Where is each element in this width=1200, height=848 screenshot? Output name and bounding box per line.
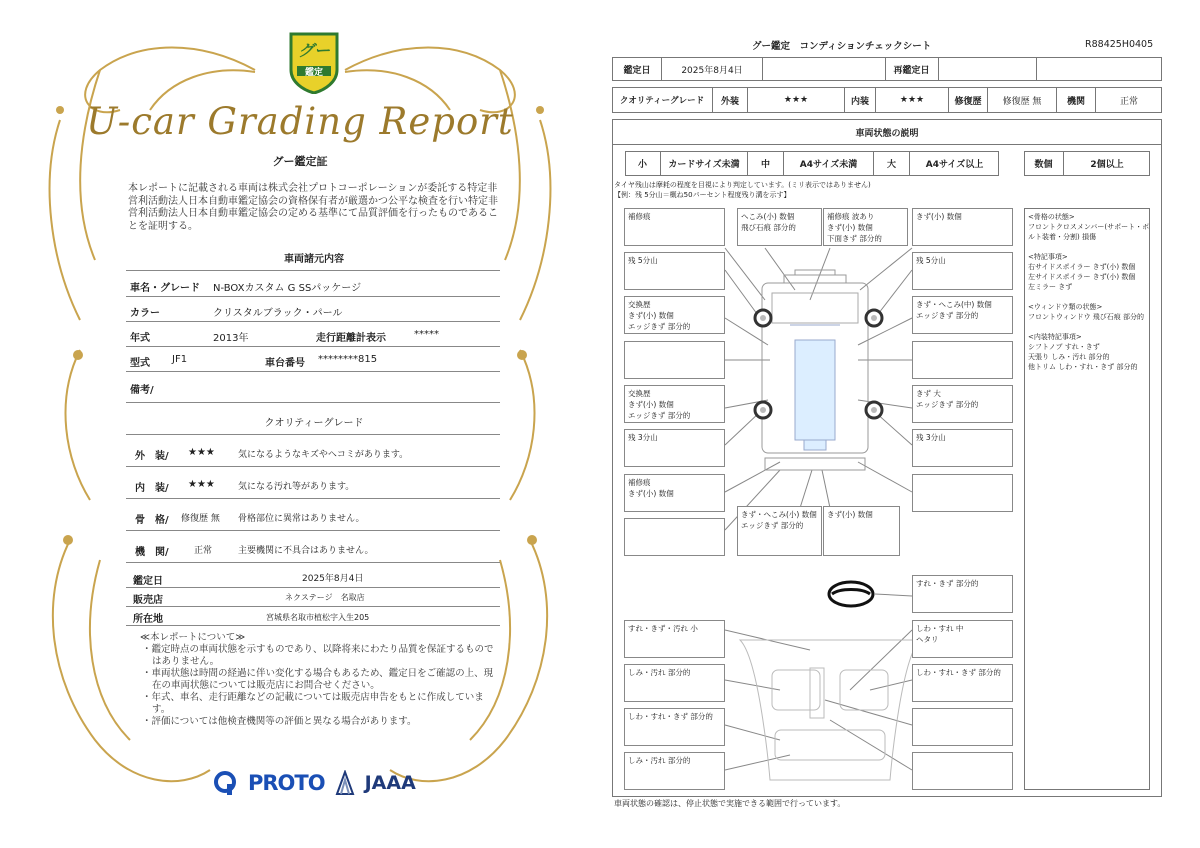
tire-box-rear-right: 残 3分山	[912, 429, 1013, 467]
condition-box-interior-front: すれ・きず・汚れ 小	[624, 620, 725, 658]
interior-label: 内装	[844, 87, 876, 113]
condition-check-sheet	[600, 0, 1200, 848]
certificate-title: グー鑑定証	[272, 155, 328, 168]
certificate-body: 本レポートに記載される車両は株式会社プロトコーポレーションが委託する特定非営利活動法人日本自動車鑑定協会の資格保有者が厳選かつ公平な検査を行い特定非営利活動法人日本自動車鑑定協会の定める基準にて品質評価を行ったものであることを証明する。	[128, 183, 498, 232]
interior-stars: ★★★	[188, 479, 215, 490]
engine-value: 正常	[194, 546, 213, 556]
exterior-label: 外 装/	[135, 451, 169, 462]
condition-box-rear-seat: しわ・すれ・きず 部分的	[624, 708, 725, 746]
remarks-label: 備考/	[130, 385, 154, 396]
condition-box-front-left: へこみ(小) 数個 飛び石痕 部分的	[737, 208, 822, 246]
shop-label: 販売店	[133, 595, 163, 606]
report-number: R88425H0405	[1085, 39, 1154, 50]
frame-text: 骨格部位に異常はありません。	[238, 514, 365, 524]
shop-value: ネクステージ 名取店	[285, 593, 365, 602]
vehicle-state-title: 車両状態の説明	[855, 128, 919, 139]
address-label: 所在地	[133, 614, 163, 625]
chassis-label: 車台番号	[265, 358, 305, 369]
appraisal-date-value: 2025年8月4日	[302, 574, 364, 584]
logo-area	[214, 770, 416, 796]
condition-box-interior-rear-right	[912, 752, 1013, 790]
frame-label: 骨 格/	[135, 515, 169, 526]
note-item: ・車両状態は時間の経過に伴い変化する場合もあるため、鑑定日をご確認の上、現在の車両状態については販売店にお問合せください。	[142, 668, 494, 691]
condition-box-left-front-door: 交換歴 きず(小) 数個 エッジきず 部分的	[624, 296, 725, 334]
condition-box-front-right: きず(小) 数個	[912, 208, 1013, 246]
badge-line1: グー	[297, 41, 330, 60]
condition-box-rear-left-lower	[624, 518, 725, 556]
condition-box-rear-door: きず・へこみ(小) 数個 エッジきず 部分的	[737, 506, 822, 556]
mileage-label: 走行距離計表示	[316, 333, 386, 344]
color-value: クリスタルブラック・パール	[213, 308, 343, 319]
condition-box-passenger-seat: しみ・汚れ 部分的	[624, 664, 725, 702]
condition-box-rear-bumper: きず(小) 数個	[823, 506, 900, 556]
date-value: 2025年8月4日	[681, 65, 743, 76]
size-small: 小	[625, 151, 661, 176]
proto-logo-icon	[214, 770, 238, 796]
engine-label: 機関	[1056, 87, 1096, 113]
exterior-stars: ★★★	[188, 447, 215, 458]
divider	[126, 296, 500, 297]
condition-box-interior-right	[912, 708, 1013, 746]
address-value: 宮城県名取市植松字入生205	[266, 613, 370, 622]
steering-wheel-icon	[829, 582, 873, 606]
report-notes	[140, 632, 495, 728]
note-item: ・年式、車名、走行距離などの記載については販売店申告をもとに作成しています。	[142, 692, 484, 715]
divider	[126, 625, 500, 626]
divider	[126, 606, 500, 607]
year-value: 2013年	[213, 333, 249, 344]
divider	[126, 270, 500, 271]
divider	[126, 371, 500, 372]
repair-history-label: 修復歴	[948, 87, 988, 113]
model-label: 型式	[130, 358, 150, 369]
jaaa-logo: JAAA	[364, 772, 416, 794]
divider	[126, 321, 500, 322]
interior-label: 内 装/	[135, 483, 169, 494]
mileage-value: *****	[414, 329, 439, 340]
condition-box-rear-right	[912, 474, 1013, 512]
size-mid: 中	[748, 151, 784, 176]
engine-label: 機 関/	[135, 547, 169, 558]
interior-stars: ★★★	[899, 95, 925, 105]
size-small-desc: カードサイズ未満	[661, 151, 748, 176]
spec-section-title: 車両諸元内容	[284, 254, 344, 265]
footer-note: 車両状態の確認は、停止状態で実施できる範囲で行っています。	[614, 799, 846, 808]
condition-box-console: しわ・すれ・きず 部分的	[912, 664, 1013, 702]
badge-line2: 鑑定	[304, 68, 323, 78]
condition-box-steering: すれ・きず 部分的	[912, 575, 1013, 613]
script-title: U-car Grading Report	[86, 100, 514, 143]
divider	[126, 562, 500, 563]
date-label: 鑑定日	[623, 65, 651, 76]
frame-value: 修復歴 無	[181, 514, 220, 524]
goo-appraisal-badge	[283, 30, 345, 94]
interior-text: 気になる汚れ等があります。	[238, 482, 355, 492]
notes-title: ≪本レポートについて≫	[140, 632, 246, 643]
size-large-desc: A4サイズ以上	[925, 160, 984, 170]
quality-grade-label: クオリティーグレード	[619, 96, 705, 106]
grade-section-title: クオリティーグレード	[264, 418, 364, 429]
car-name-value: N-BOXカスタム G SSパッケージ	[213, 283, 362, 294]
size-large: 大	[874, 151, 910, 176]
condition-box-right-front-door: きず・へこみ(中) 数個 エッジきず 部分的	[912, 296, 1013, 334]
reeval-date-label: 再鑑定日	[893, 65, 930, 76]
divider	[126, 402, 500, 403]
count-desc: 2個以上	[1090, 160, 1124, 170]
condition-box-driver-seat: しわ・すれ 中 ヘタリ	[912, 620, 1013, 658]
note-item: ・鑑定時点の車両状態を示すものであり、以降将来にわたり品質を保証するものではありません。	[142, 644, 494, 667]
proto-logo: PROTO	[248, 771, 325, 795]
jaaa-logo-icon	[335, 770, 355, 796]
tire-box-front-left: 残 5分山	[624, 252, 725, 290]
appraisal-date-label: 鑑定日	[133, 576, 163, 587]
tire-box-rear-left: 残 3分山	[624, 429, 725, 467]
divider	[126, 346, 500, 347]
repair-history-value: 修復歴 無	[1002, 96, 1042, 107]
condition-box-trunk: しみ・汚れ 部分的	[624, 752, 725, 790]
count-label: 数個	[1024, 151, 1064, 176]
divider	[126, 498, 500, 499]
condition-box-left-rear-door: 交換歴 きず(小) 数個 エッジきず 部分的	[624, 385, 725, 423]
year-label: 年式	[130, 333, 150, 344]
note-item: ・評価については他検査機関等の評価と異なる場合があります。	[142, 716, 417, 727]
sheet-title: グー鑑定 コンディションチェックシート	[752, 41, 932, 52]
exterior-text: 気になるようなキズやヘコミがあります。	[238, 450, 409, 460]
divider	[126, 434, 500, 435]
tire-box-front-right: 残 5分山	[912, 252, 1013, 290]
model-value: JF1	[172, 354, 188, 365]
chassis-value: ********815	[318, 354, 378, 365]
divider	[126, 530, 500, 531]
exterior-stars: ★★★	[783, 95, 809, 105]
divider	[126, 466, 500, 467]
condition-box-right-rear-door: きず 大 エッジきず 部分的	[912, 385, 1013, 423]
divider	[126, 587, 500, 588]
condition-box-front-left-bumper: 補修痕	[624, 208, 725, 246]
engine-value: 正常	[1119, 96, 1138, 107]
special-notes: <骨格の状態> フロントクロスメンバー(サポート・ボ ルト装着・分割) 損傷 <特記事項> 右サイドスポイラー きず(小) 数個 左サイドスポイラー きず(小) 数個 左ミラー きず <ウィンドウ類の状態> フロントウィンドウ 飛び石痕 部分的 <内装特記事項> シフトノブ すれ・きず 天張り しみ・汚れ 部分的 他トリム しわ・すれ・きず 部分的	[1028, 213, 1150, 371]
color-label: カラー	[130, 308, 160, 319]
exterior-label: 外装	[712, 87, 748, 113]
tire-note-2: 【例：残 5分山＝概ね50パーセント程度残り溝を示す】	[614, 191, 791, 199]
condition-box-rear-left: 補修痕 きず(小) 数個	[624, 474, 725, 512]
condition-box-front-bumper: 補修痕 波あり きず(小) 数個 下面きず 部分的	[823, 208, 908, 246]
condition-box-right-middle	[912, 341, 1013, 379]
car-name-label: 車名・グレード	[130, 283, 200, 294]
engine-text: 主要機関に不具合はありません。	[238, 546, 374, 556]
tire-note-1: タイヤ残山は摩耗の程度を目視により判定しています。(ミリ表示ではありません)	[614, 181, 871, 189]
condition-box-left-middle	[624, 341, 725, 379]
size-mid-desc: A4サイズ未満	[784, 151, 874, 176]
